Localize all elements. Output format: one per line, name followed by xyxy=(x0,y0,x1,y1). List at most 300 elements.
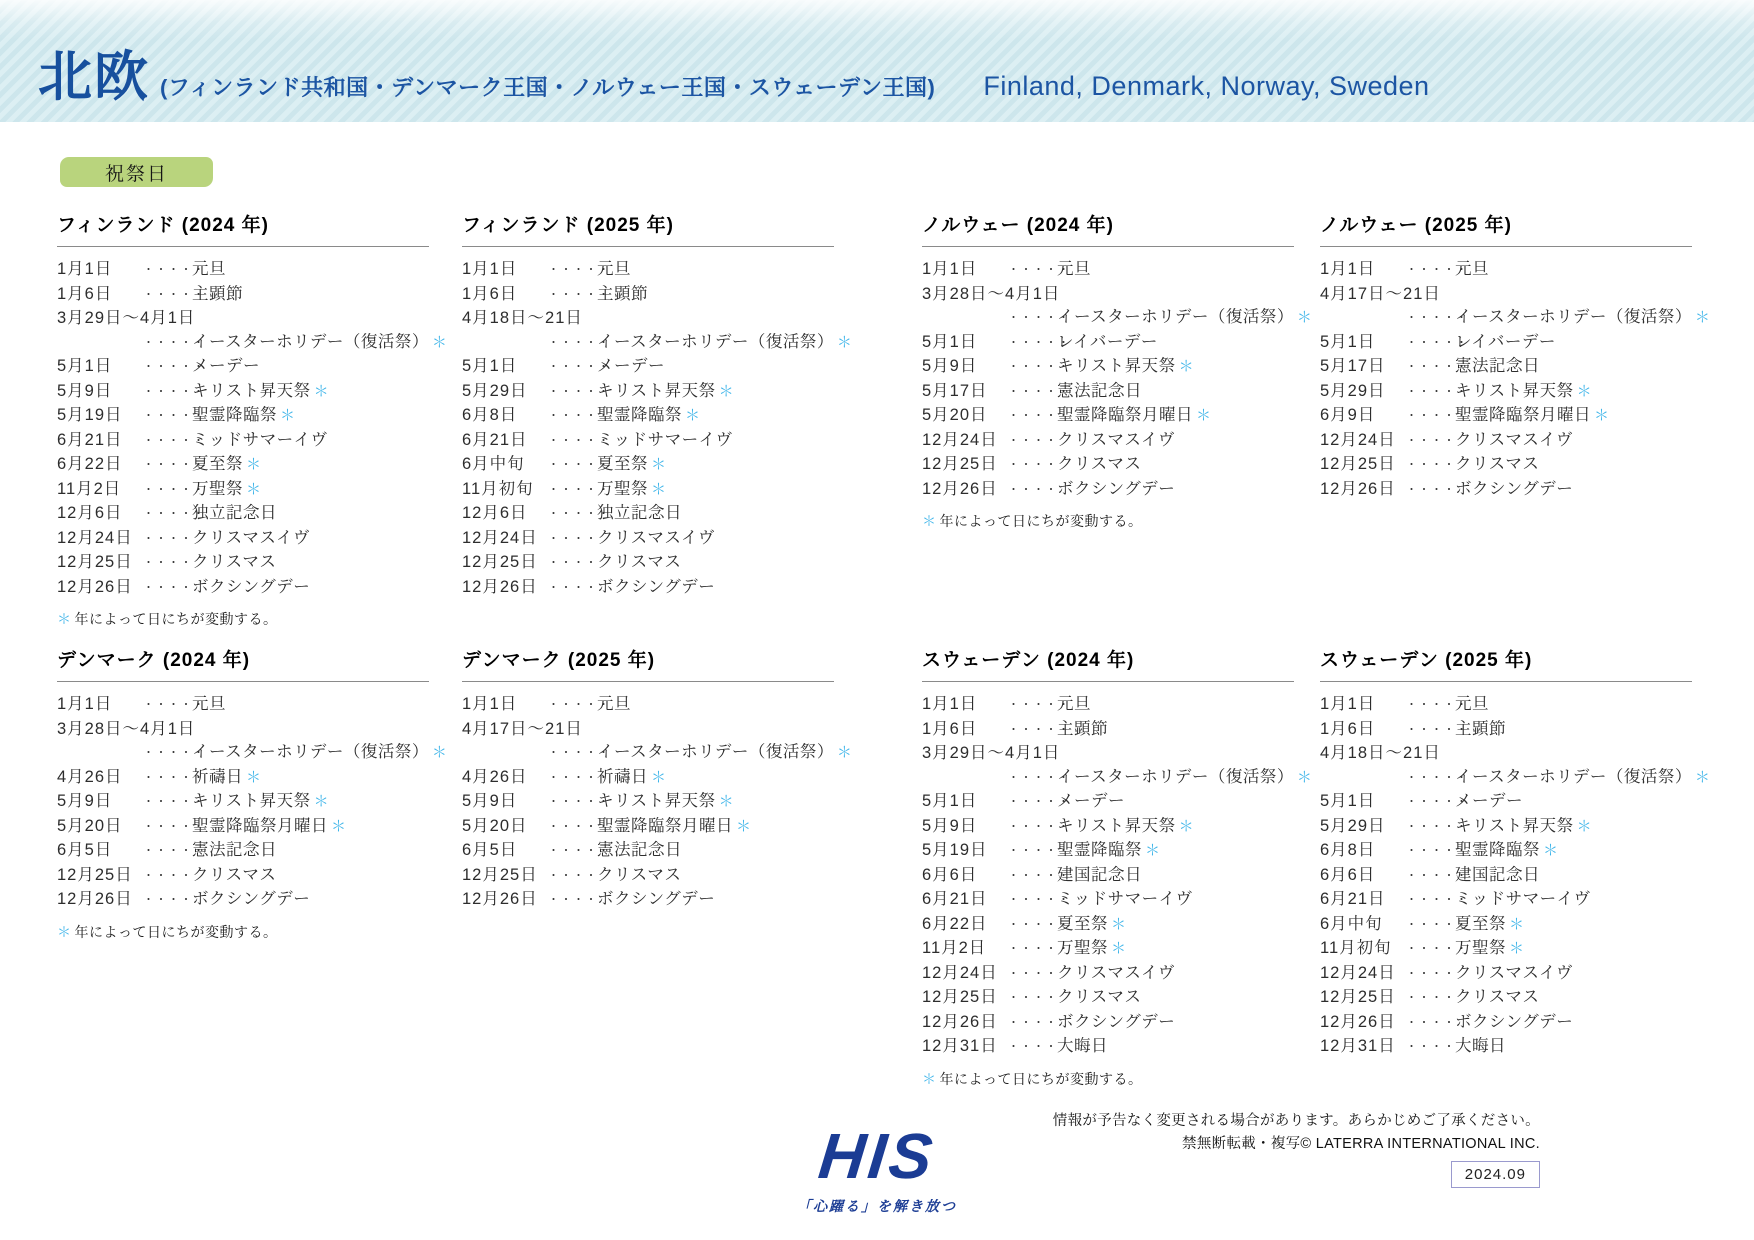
holiday-row xyxy=(1320,380,1692,405)
holiday-row xyxy=(922,937,1294,962)
holiday-name: クリスマス xyxy=(192,553,277,571)
dot-leader: ・・・・・ xyxy=(548,410,611,422)
asterisk-marker: ＊ xyxy=(1543,842,1559,859)
dot-leader: ・・・・ xyxy=(548,581,598,594)
dot-leader: ・・・・・ xyxy=(1406,312,1469,324)
dot-leader: ・・・・・ xyxy=(1008,869,1071,882)
holiday-date: 1月1日 xyxy=(1320,695,1376,713)
dot-leader: ・・・・・ xyxy=(1406,264,1469,276)
holiday-name: 万聖祭 xyxy=(192,479,243,498)
holiday-date: 11月2日 xyxy=(922,939,987,957)
holiday-date: 3月29日～4月1日 xyxy=(922,744,1061,762)
holiday-list xyxy=(1320,258,1710,502)
section-title: フィンランド (2024 年) xyxy=(57,215,269,236)
holiday-name: 万聖祭 xyxy=(1455,939,1506,957)
holiday-row xyxy=(462,527,834,552)
asterisk-marker: ＊ xyxy=(431,744,447,761)
holiday-row xyxy=(57,864,429,889)
holiday-name: 独立記念日 xyxy=(192,504,277,522)
dot-leader: ・・・・ xyxy=(1008,992,1058,1004)
holiday-row xyxy=(1320,478,1692,503)
holiday-date: 12月24日 xyxy=(922,963,998,982)
dot-leader: ・・・・・ xyxy=(548,385,611,398)
dot-leader: ・・・・・ xyxy=(143,845,206,857)
section-title: ノルウェー (2025 年) xyxy=(1320,215,1512,236)
holiday-row xyxy=(462,693,834,718)
holiday-date: 6月21日 xyxy=(1320,890,1386,908)
asterisk-marker: ＊ xyxy=(1178,817,1194,835)
holiday-row xyxy=(57,258,429,283)
asterisk-marker: ＊ xyxy=(1576,382,1592,400)
asterisk-marker: ＊ xyxy=(431,333,447,351)
holiday-name: ミッドサマーイヴ xyxy=(597,430,733,449)
holiday-name: キリスト昇天祭 xyxy=(597,381,716,400)
dot-leader: ・・・・ xyxy=(143,869,193,882)
holiday-row xyxy=(462,258,834,283)
holiday-name: メーデー xyxy=(192,357,260,375)
holiday-name: 元旦 xyxy=(1057,695,1091,713)
holiday-date: 12月31日 xyxy=(922,1037,998,1055)
holiday-section xyxy=(922,210,1312,531)
holiday-name: ミッドサマーイヴ xyxy=(192,430,328,449)
holiday-row xyxy=(1320,815,1692,840)
dot-leader: ・・・・・ xyxy=(548,796,611,808)
holiday-name: 建国記念日 xyxy=(1455,865,1540,884)
variable-date-note: ＊ 年によって日にちが変動する。 xyxy=(922,513,1143,529)
holiday-date: 11月初旬 xyxy=(1320,939,1392,957)
holiday-row xyxy=(922,306,1312,331)
holiday-row xyxy=(922,331,1294,356)
asterisk-marker: ＊ xyxy=(1196,407,1212,424)
holiday-row xyxy=(57,404,429,429)
holiday-row xyxy=(1320,1011,1692,1036)
holiday-date: 12月26日 xyxy=(922,1012,998,1031)
asterisk-marker: ＊ xyxy=(1178,358,1194,375)
holiday-row xyxy=(57,502,429,527)
holiday-row xyxy=(922,913,1294,938)
asterisk-marker: ＊ xyxy=(1509,940,1525,957)
holiday-row xyxy=(462,741,852,766)
holiday-date: 6月21日 xyxy=(462,430,528,449)
page-title: 北欧 xyxy=(38,47,150,107)
holiday-date: 12月31日 xyxy=(1320,1037,1396,1055)
holiday-date: 12月6日 xyxy=(462,504,528,522)
holiday-row xyxy=(1320,429,1692,454)
asterisk-marker: ＊ xyxy=(651,768,667,786)
dot-leader: ・・・・・ xyxy=(1008,918,1071,931)
holiday-date: 1月1日 xyxy=(922,260,978,278)
holiday-row xyxy=(922,766,1312,791)
footer-legal xyxy=(1053,1110,1540,1188)
variable-date-note: ＊ 年によって日にちが変動する。 xyxy=(57,611,278,627)
holiday-row xyxy=(57,741,447,766)
holiday-date: 1月6日 xyxy=(922,719,978,738)
holiday-row xyxy=(922,962,1294,987)
holiday-row xyxy=(1320,355,1692,380)
holiday-row xyxy=(1320,937,1692,962)
holiday-list xyxy=(1320,693,1710,1060)
holiday-row xyxy=(462,815,834,840)
dot-leader: ・・・・・ xyxy=(1406,361,1469,373)
holiday-name: イースターホリデー（復活祭） xyxy=(1455,308,1692,326)
dot-leader: ・・・・・ xyxy=(548,483,611,496)
holiday-row xyxy=(1320,864,1692,889)
footer-copyright: 禁無断転載・複写© LATERRA INTERNATIONAL INC. xyxy=(1182,1136,1540,1152)
holiday-row xyxy=(922,1035,1294,1060)
holiday-name: 万聖祭 xyxy=(597,479,648,498)
holiday-name: ボクシングデー xyxy=(192,890,311,908)
holiday-date: 3月28日～4月1日 xyxy=(922,284,1061,303)
holiday-date: 5月9日 xyxy=(922,357,978,375)
asterisk-marker: ＊ xyxy=(1296,768,1312,786)
holiday-name: クリスマス xyxy=(597,865,682,884)
dot-leader: ・・・・・ xyxy=(1406,820,1469,833)
holiday-row xyxy=(922,693,1294,718)
dot-leader: ・・・・・ xyxy=(1406,869,1469,882)
asterisk-marker: ＊ xyxy=(836,744,852,761)
holiday-row xyxy=(57,453,429,478)
holiday-row xyxy=(57,478,429,503)
holiday-date: 6月6日 xyxy=(1320,865,1376,884)
holiday-date: 1月1日 xyxy=(922,695,978,713)
holiday-list xyxy=(462,258,852,600)
dot-leader: ・・・・・ xyxy=(1406,894,1469,906)
dot-leader: ・・・・・ xyxy=(143,385,206,398)
holiday-name: ボクシングデー xyxy=(597,577,716,596)
holiday-row xyxy=(922,790,1294,815)
footer-notice: 情報が予告なく変更される場合があります。あらかじめご了承ください。 xyxy=(1052,1113,1540,1129)
variable-date-note: ＊ 年によって日にちが変動する。 xyxy=(57,923,278,940)
holiday-date: 12月25日 xyxy=(922,455,998,473)
asterisk-marker: ＊ xyxy=(57,611,72,627)
holiday-row xyxy=(1320,839,1692,864)
dot-leader: ・・・・・ xyxy=(1008,361,1071,373)
holiday-date: 4月17日～21日 xyxy=(462,719,583,738)
holiday-date: 4月18日～21日 xyxy=(1320,744,1441,762)
holiday-name: 大晦日 xyxy=(1455,1037,1506,1055)
asterisk-marker: ＊ xyxy=(922,1070,937,1087)
dot-leader: ・・・・ xyxy=(548,894,598,906)
holiday-row xyxy=(1320,331,1692,356)
holiday-row xyxy=(462,429,834,454)
dot-leader: ・・・・・ xyxy=(548,845,611,857)
dot-leader: ・・・・・ xyxy=(143,483,206,496)
holiday-row xyxy=(922,888,1294,913)
holiday-name: 万聖祭 xyxy=(1057,939,1108,957)
asterisk-marker: ＊ xyxy=(736,817,752,835)
holiday-name: ボクシングデー xyxy=(1057,479,1176,498)
dot-leader: ・・・・・ xyxy=(1008,943,1071,955)
holiday-section xyxy=(1320,645,1710,1060)
asterisk-marker: ＊ xyxy=(922,513,937,529)
holiday-row xyxy=(57,331,447,356)
holiday-row xyxy=(462,551,834,576)
asterisk-marker: ＊ xyxy=(1296,309,1312,326)
holiday-row xyxy=(57,815,429,840)
holiday-row xyxy=(57,527,429,552)
holiday-name: イースターホリデー（復活祭） xyxy=(1455,767,1692,786)
dot-leader: ・・・・ xyxy=(143,557,193,569)
holiday-row xyxy=(462,790,834,815)
holiday-row xyxy=(922,380,1294,405)
holiday-name: キリスト昇天祭 xyxy=(1057,357,1176,375)
dot-leader: ・・・・・ xyxy=(1406,385,1469,398)
asterisk-marker: ＊ xyxy=(246,768,262,786)
holiday-date: 6月9日 xyxy=(1320,406,1376,424)
holiday-row xyxy=(57,355,429,380)
holiday-name: 聖霊降臨祭月曜日 xyxy=(1455,406,1591,424)
holiday-row xyxy=(1320,986,1692,1011)
holiday-row xyxy=(462,718,834,742)
holiday-date: 5月9日 xyxy=(462,792,518,810)
holiday-name: 聖霊降臨祭月曜日 xyxy=(192,816,328,835)
holiday-date: 5月20日 xyxy=(922,406,988,424)
holiday-date: 3月29日～4月1日 xyxy=(57,309,196,327)
asterisk-marker: ＊ xyxy=(313,382,329,400)
holiday-name: イースターホリデー（復活祭） xyxy=(1057,767,1294,786)
dot-leader: ・・・・ xyxy=(1406,1041,1456,1053)
holiday-row xyxy=(462,307,834,331)
holiday-row xyxy=(462,839,834,864)
holiday-name: ボクシングデー xyxy=(1057,1012,1176,1031)
asterisk-marker: ＊ xyxy=(1694,768,1710,786)
asterisk-marker: ＊ xyxy=(246,480,262,498)
section-title: デンマーク (2025 年) xyxy=(462,650,656,671)
holiday-date: 6月21日 xyxy=(922,890,988,908)
holiday-name: 聖霊降臨祭月曜日 xyxy=(597,816,733,835)
holiday-date: 11月2日 xyxy=(57,479,122,498)
holiday-name: 元旦 xyxy=(1057,260,1091,278)
dot-leader: ・・・・・ xyxy=(1406,336,1469,349)
holiday-date: 12月26日 xyxy=(57,577,133,596)
section-divider xyxy=(57,246,429,247)
holiday-row xyxy=(1320,888,1692,913)
version-box: 2024.09 xyxy=(1451,1161,1540,1188)
holiday-name: ミッドサマーイヴ xyxy=(1455,890,1591,908)
holiday-date: 5月9日 xyxy=(57,792,113,810)
holiday-row xyxy=(57,551,429,576)
holiday-date: 12月24日 xyxy=(1320,963,1396,982)
holiday-name: 夏至祭 xyxy=(597,455,648,473)
holiday-date: 6月中旬 xyxy=(462,455,525,473)
dot-leader: ・・・・・ xyxy=(143,288,206,301)
holiday-date: 5月17日 xyxy=(1320,357,1386,375)
dot-leader: ・・・・・ xyxy=(1008,894,1071,906)
dot-leader: ・・・・・ xyxy=(143,796,206,808)
holiday-date: 5月17日 xyxy=(922,381,988,400)
holiday-name: ミッドサマーイヴ xyxy=(1057,890,1193,908)
holiday-name: 夏至祭 xyxy=(1057,914,1108,933)
holiday-row xyxy=(462,331,852,356)
holiday-row xyxy=(922,478,1294,503)
holiday-date: 6月8日 xyxy=(1320,841,1376,859)
holiday-row xyxy=(922,453,1294,478)
his-tagline: 「心躍る」を解き放つ xyxy=(797,1198,957,1214)
holiday-row xyxy=(1320,766,1710,791)
asterisk-marker: ＊ xyxy=(1111,915,1127,933)
holiday-name: 元旦 xyxy=(1455,695,1489,713)
holiday-date: 5月1日 xyxy=(922,332,978,351)
holidays-badge: 祝祭日 xyxy=(60,157,213,187)
dot-leader: ・・・・ xyxy=(1008,1041,1058,1053)
dot-leader: ・・・・・ xyxy=(548,434,611,447)
asterisk-marker: ＊ xyxy=(57,923,72,940)
dot-leader: ・・・・・ xyxy=(143,410,206,422)
holiday-row xyxy=(1320,913,1692,938)
holiday-row xyxy=(57,307,429,331)
dot-leader: ・・・・ xyxy=(1008,434,1058,447)
holiday-row xyxy=(922,986,1294,1011)
holiday-name: 聖霊降臨祭 xyxy=(1057,841,1142,859)
holiday-section xyxy=(462,645,852,913)
holiday-date: 12月24日 xyxy=(1320,430,1396,449)
holiday-date: 1月1日 xyxy=(462,260,518,278)
holiday-date: 3月28日～4月1日 xyxy=(57,719,196,738)
section-divider xyxy=(462,246,834,247)
holiday-date: 12月24日 xyxy=(57,528,133,547)
holiday-date: 6月5日 xyxy=(462,841,518,859)
holiday-name: クリスマス xyxy=(597,553,682,571)
dot-leader: ・・・・・ xyxy=(1406,943,1469,955)
holiday-name: 聖霊降臨祭 xyxy=(1455,841,1540,859)
dot-leader: ・・・・ xyxy=(1008,459,1058,471)
holiday-name: 建国記念日 xyxy=(1057,865,1142,884)
asterisk-marker: ＊ xyxy=(280,407,296,424)
holiday-date: 12月24日 xyxy=(922,430,998,449)
holiday-date: 11月初旬 xyxy=(462,479,534,498)
holiday-name: クリスマス xyxy=(1455,988,1540,1006)
holiday-list xyxy=(462,693,852,913)
holiday-name: イースターホリデー（復活祭） xyxy=(1057,308,1294,326)
dot-leader: ・・・・・ xyxy=(143,336,206,349)
holiday-name: クリスマス xyxy=(1057,455,1142,473)
holiday-name: クリスマスイヴ xyxy=(1455,963,1574,982)
dot-leader: ・・・・・ xyxy=(548,699,611,711)
holiday-date: 1月6日 xyxy=(462,284,518,303)
holiday-date: 4月26日 xyxy=(462,767,528,786)
holiday-row xyxy=(1320,718,1692,743)
holiday-name: 元旦 xyxy=(597,695,631,713)
holiday-date: 5月9日 xyxy=(57,381,113,400)
holiday-date: 12月26日 xyxy=(1320,1012,1396,1031)
holiday-row xyxy=(57,718,429,742)
asterisk-marker: ＊ xyxy=(1145,842,1161,859)
holiday-date: 4月18日～21日 xyxy=(462,309,583,327)
variable-date-note: ＊ 年によって日にちが変動する。 xyxy=(922,1070,1143,1087)
holiday-date: 6月6日 xyxy=(922,865,978,884)
dot-leader: ・・・・・ xyxy=(143,508,206,520)
holiday-name: イースターホリデー（復活祭） xyxy=(192,743,429,761)
asterisk-marker: ＊ xyxy=(1694,309,1710,326)
holiday-name: 主顕節 xyxy=(1057,719,1108,738)
holiday-date: 1月1日 xyxy=(1320,260,1376,278)
section-divider xyxy=(1320,246,1692,247)
asterisk-marker: ＊ xyxy=(246,456,262,473)
dot-leader: ・・・・・ xyxy=(548,771,611,784)
asterisk-marker: ＊ xyxy=(836,333,852,351)
holiday-name: 元旦 xyxy=(192,695,226,713)
holiday-date: 12月26日 xyxy=(922,479,998,498)
dot-leader: ・・・・・ xyxy=(548,336,611,349)
holiday-name: 元旦 xyxy=(597,260,631,278)
holiday-row xyxy=(57,429,429,454)
section-title: スウェーデン (2024 年) xyxy=(922,650,1135,671)
holiday-name: 聖霊降臨祭 xyxy=(597,406,682,424)
dot-leader: ・・・・・ xyxy=(143,434,206,447)
dot-leader: ・・・・・ xyxy=(1008,264,1071,276)
dot-leader: ・・・・・ xyxy=(143,771,206,784)
holiday-name: クリスマス xyxy=(192,865,277,884)
holiday-row xyxy=(922,283,1294,307)
holiday-date: 5月19日 xyxy=(57,406,123,424)
holiday-date: 1月1日 xyxy=(57,260,113,278)
holiday-row xyxy=(1320,453,1692,478)
holiday-date: 12月6日 xyxy=(57,504,123,522)
holiday-name: 夏至祭 xyxy=(1455,914,1506,933)
section-divider xyxy=(462,681,834,682)
holiday-row xyxy=(1320,962,1692,987)
dot-leader: ・・・・・ xyxy=(1406,699,1469,711)
his-logo xyxy=(772,1120,982,1216)
holiday-date: 1月6日 xyxy=(1320,719,1376,738)
holiday-date: 12月25日 xyxy=(462,865,538,884)
holiday-row xyxy=(922,864,1294,889)
holiday-row xyxy=(922,404,1294,429)
holiday-row xyxy=(57,283,429,308)
dot-leader: ・・・・・ xyxy=(548,264,611,276)
holiday-name: キリスト昇天祭 xyxy=(1455,381,1574,400)
asterisk-marker: ＊ xyxy=(1111,940,1127,957)
holiday-date: 12月24日 xyxy=(462,528,538,547)
holiday-name: 独立記念日 xyxy=(597,504,682,522)
dot-leader: ・・・・・ xyxy=(1008,820,1071,833)
holiday-name: 憲法記念日 xyxy=(1455,357,1540,375)
holiday-list xyxy=(922,693,1312,1060)
asterisk-marker: ＊ xyxy=(718,382,734,400)
holiday-date: 1月1日 xyxy=(462,695,518,713)
holiday-row xyxy=(1320,1035,1692,1060)
holiday-row xyxy=(922,718,1294,743)
holiday-name: キリスト昇天祭 xyxy=(597,792,716,810)
holiday-name: キリスト昇天祭 xyxy=(1455,816,1574,835)
holiday-name: メーデー xyxy=(1455,792,1523,810)
asterisk-marker: ＊ xyxy=(685,407,701,424)
holiday-name: イースターホリデー（復活祭） xyxy=(597,743,834,761)
holiday-list xyxy=(57,258,447,600)
dot-leader: ・・・・ xyxy=(1406,992,1456,1004)
holiday-name: メーデー xyxy=(1057,792,1125,810)
asterisk-marker: ＊ xyxy=(651,480,667,498)
holiday-name: クリスマスイヴ xyxy=(192,528,311,547)
dot-leader: ・・・・・ xyxy=(1406,771,1469,784)
holiday-date: 6月21日 xyxy=(57,430,123,449)
holiday-name: クリスマスイヴ xyxy=(1057,963,1176,982)
holiday-row xyxy=(922,355,1294,380)
dot-leader: ・・・・・ xyxy=(548,508,611,520)
holiday-name: 祈禱日 xyxy=(192,767,243,786)
holiday-date: 12月26日 xyxy=(57,890,133,908)
holiday-row xyxy=(462,283,834,308)
page-subtitle-en: Finland, Denmark, Norway, Sweden xyxy=(983,71,1430,101)
holiday-name: クリスマス xyxy=(1057,988,1142,1006)
holiday-row xyxy=(462,404,834,429)
holiday-date: 6月5日 xyxy=(57,841,113,859)
holiday-row xyxy=(57,888,429,913)
holiday-name: キリスト昇天祭 xyxy=(192,792,311,810)
holiday-date: 12月25日 xyxy=(1320,988,1396,1006)
holiday-row xyxy=(922,742,1294,766)
dot-leader: ・・・・・ xyxy=(1008,312,1071,324)
